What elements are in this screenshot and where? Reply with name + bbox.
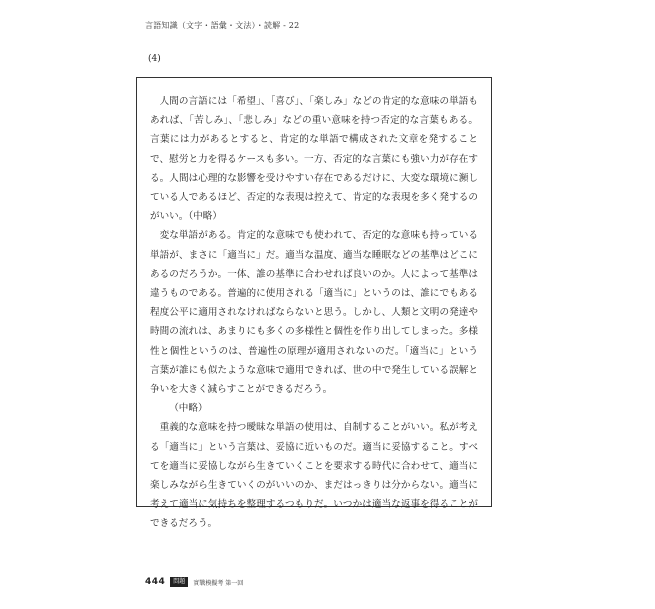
- passage-paragraph-3: 重義的な意味を持つ曖昧な単語の使用は、自制することがいい。私が考える「適当に」という言葉は、妥協に近いものだ。適当に妥協すること。すべてを適当に妥協しながら生きていくことを要求する時代に合わせて、適当に楽しみながら生きていくのがいいのか、まだはっきりは分からない。適当に考えて適当に気持ちを整理するつもりだ。いつかは適当な返事を得ることができるだろう。: [150, 422, 478, 530]
- omission-marker: （中略）: [169, 403, 208, 415]
- page-footer: [145, 577, 243, 587]
- footer-badge: 問題: [170, 577, 188, 587]
- passage-paragraph-2: 変な単語がある。肯定的な意味でも使われて、否定的な意味も持っている単語が、まさに「適当に」だ。適当な温度、適当な睡眠などの基準はどこにあるのだろうか。一体、誰の基準に合わせれば良いのか。人によって基準は違うものである。普遍的に使用される「適当に」というのは、誰にでもある程度公平に適用されなければならないと思う。しかし、人類と文明の発達や時間の流れは、あまりにも多くの多様性と個性を作り出してしまった。多様性と個性というのは、普遍性の原理が適用されないのだ。「適当に」という言葉が誰にも似たような意味で適用できれば、世の中で発生している誤解と争いを大きく減らすことができるだろう。: [150, 230, 478, 396]
- reading-passage-box: [136, 77, 492, 530]
- page-number: 444: [145, 577, 166, 587]
- footer-label: 實戰模擬考 第一回: [193, 579, 244, 587]
- running-head: 言語知識（文字・語彙・文法）・読解 - 22: [145, 21, 300, 30]
- section-number: (4): [148, 54, 161, 64]
- passage-paragraph-1: 人間の言語には「希望」、「喜び」、「楽しみ」などの肯定的な意味の単語もあれば、「苦しみ」、「悲しみ」などの重い意味を持つ否定的な言葉もある。言葉には力があるとすると、肯定的な単語で構成された文章を発することで、慰労と力を得るケースも多い。一方、否定的な言葉にも強い力が存在する。人間は心理的な影響を受けやすい存在であるだけに、大変な環境に瀕している人であるほど、否定的な表現は控えて、肯定的な表現を多く発するのがいい。（中略）: [150, 96, 478, 223]
